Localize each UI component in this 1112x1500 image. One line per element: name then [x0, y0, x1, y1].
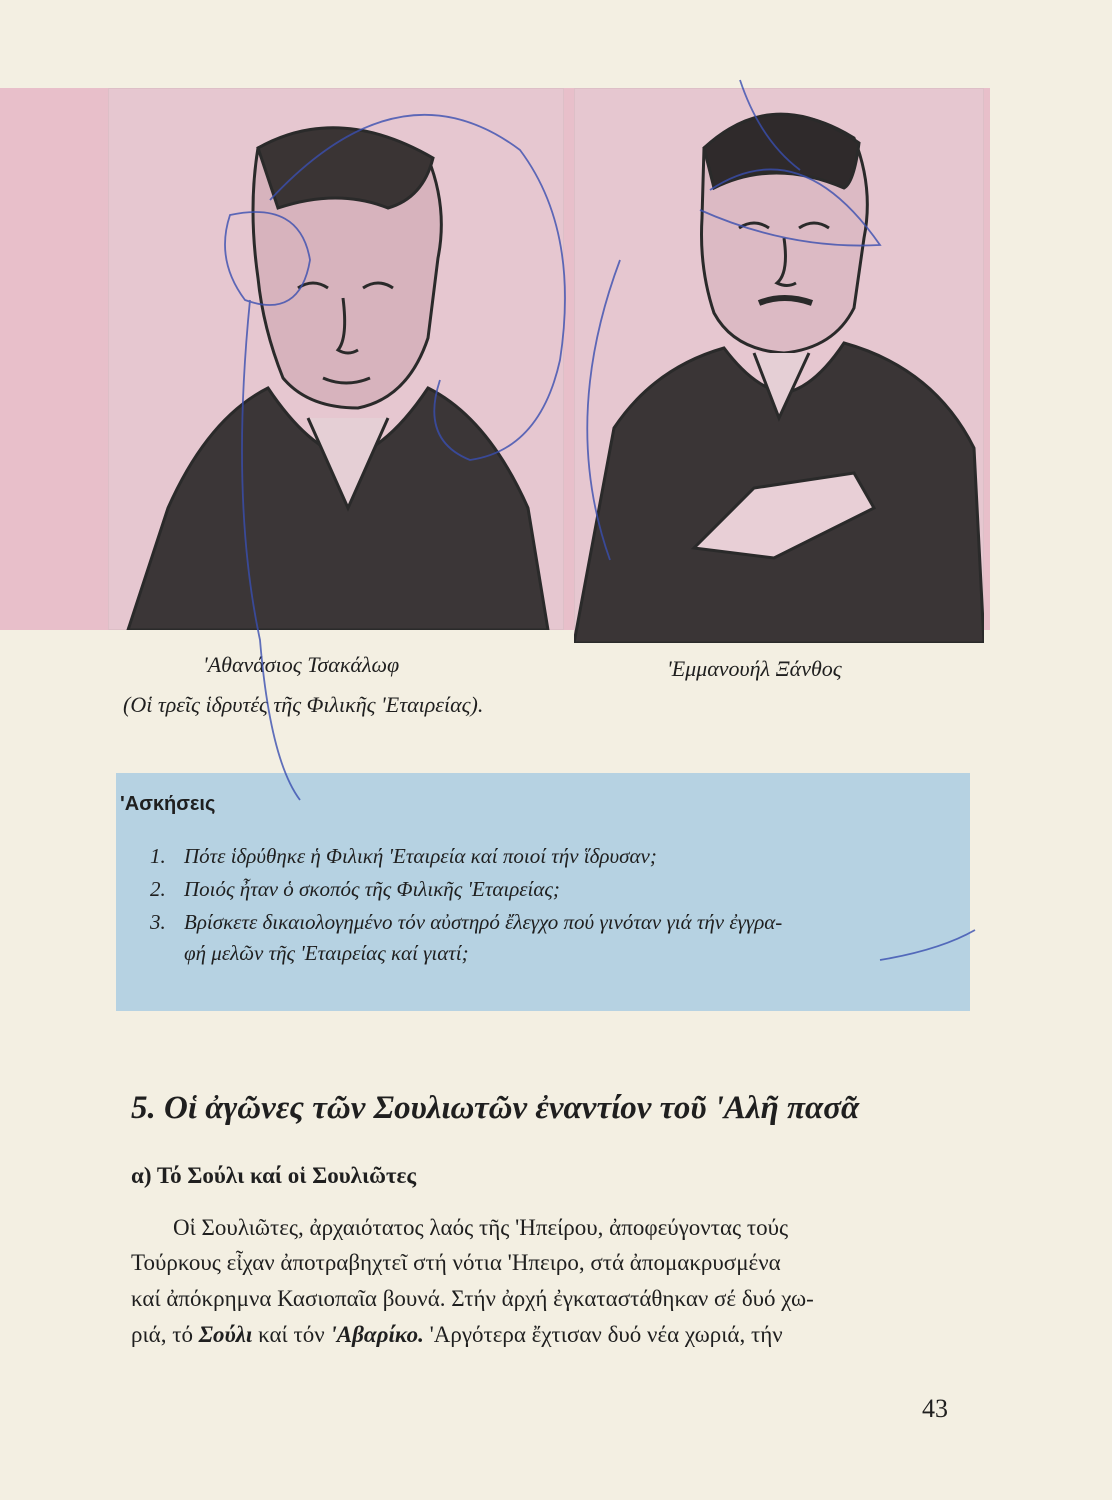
caption-xanthos: 'Εμμανουήλ Ξάνθος — [667, 656, 842, 681]
body-line-1: Οἱ Σουλιῶτες, ἀρχαιότατος λαός τῆς 'Ηπείρου, ἀποφεύγοντας τούς — [173, 1215, 789, 1240]
exercises-title: 'Ασκήσεις — [120, 793, 216, 815]
exercise-number: 3. — [150, 910, 166, 934]
exercise-text: Ποιός ἦταν ὁ σκοπός τῆς Φιλικῆς 'Εταιρείας; — [184, 877, 560, 901]
exercise-item-1 — [150, 844, 657, 869]
place-souli: Σούλι — [198, 1322, 253, 1347]
caption-founders: (Οἱ τρεῖς ἱδρυτές τῆς Φιλικῆς 'Εταιρείας). — [123, 692, 484, 717]
exercise-text: Πότε ἱδρύθηκε ἡ Φιλική 'Εταιρεία καί ποιοί τήν ἵδρυσαν; — [184, 844, 657, 868]
page-number: 43 — [922, 1394, 948, 1423]
body-line-4 — [131, 1322, 783, 1348]
body-text: 'Αργότερα ἔχτισαν δυό νέα χωριά, τήν — [423, 1322, 783, 1347]
portrait-tsakalof — [108, 88, 564, 630]
exercise-item-2 — [150, 877, 560, 902]
exercise-item-3-continued: φή μελῶν τῆς 'Εταιρείας καί γιατί; — [184, 941, 469, 965]
exercise-number: 2. — [150, 877, 166, 901]
section-heading: 5. Οἱ ἀγῶνες τῶν Σουλιωτῶν ἐναντίον τοῦ 'Αλῆ πασᾶ — [131, 1090, 860, 1126]
exercise-text: Βρίσκετε δικαιολογημένο τόν αὐστηρό ἔλεγχο πού γινόταν γιά τήν ἐγγρα- — [184, 910, 783, 934]
subsection-heading: α) Τό Σούλι καί οἱ Σουλιῶτες — [131, 1163, 417, 1188]
exercise-item-3 — [150, 910, 782, 935]
portrait-xanthos — [574, 88, 984, 643]
body-text: ριά, τό — [131, 1322, 199, 1347]
exercise-number: 1. — [150, 844, 166, 868]
body-line-2: Τούρκους εἶχαν ἀποτραβηχτεῖ στή νότια 'Ηπειρο, στά ἀπομακρυσμένα — [131, 1250, 781, 1275]
body-line-3: καί ἀπόκρημνα Κασιοπαῖα βουνά. Στήν ἀρχή ἐγκαταστάθηκαν σέ δυό χω- — [131, 1286, 814, 1311]
body-text: καί τόν — [252, 1322, 331, 1347]
caption-tsakalof: 'Αθανάσιος Τσακάλωφ — [203, 652, 400, 677]
portrait-illustration-icon — [108, 88, 564, 630]
portrait-illustration-icon — [574, 88, 984, 643]
place-avariko: 'Αβαρίκο. — [330, 1322, 424, 1347]
